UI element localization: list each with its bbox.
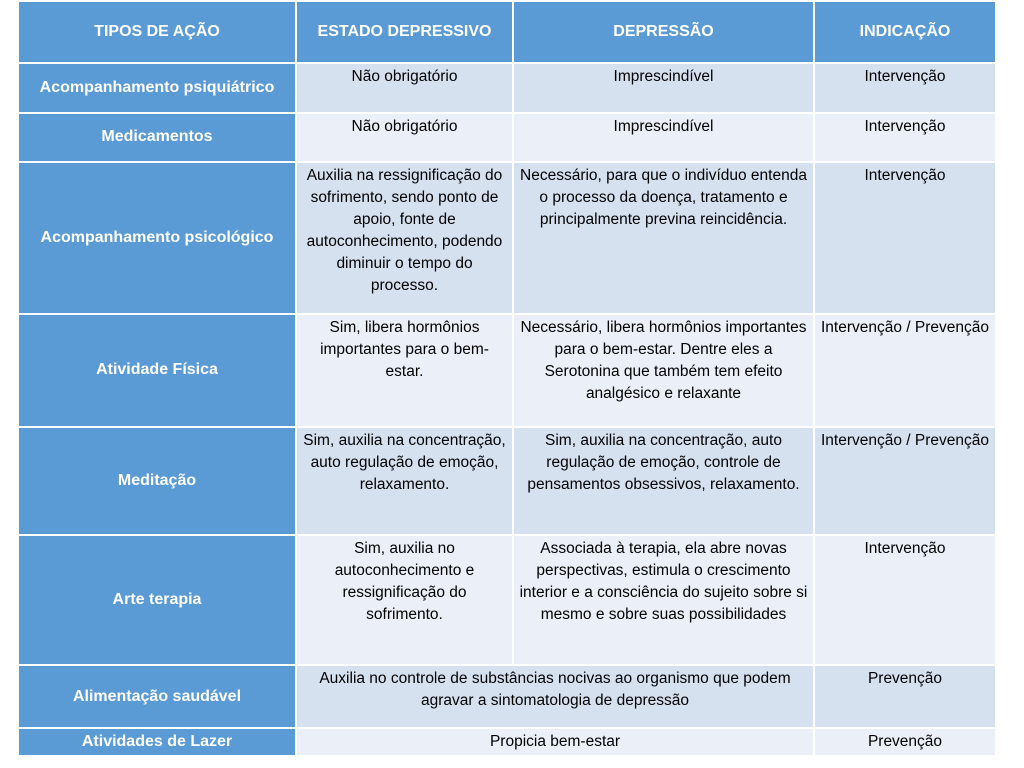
table-row (19, 114, 995, 161)
merged-description-cell: Propicia bem-estar (297, 729, 813, 755)
estado-cell: Sim, auxilia no autoconhecimento e ressignificação do sofrimento. (297, 536, 512, 665)
header-depressao: DEPRESSÃO (514, 2, 813, 62)
indicacao-cell: Intervenção / Prevenção (815, 315, 995, 426)
row-label: Medicamentos (19, 114, 295, 161)
table-row (19, 64, 995, 111)
table-row (19, 163, 995, 313)
row-label: Arte terapia (19, 536, 295, 665)
indicacao-cell: Prevenção (815, 729, 995, 755)
header-indicacao: INDICAÇÃO (815, 2, 995, 62)
header-estado-depressivo: ESTADO DEPRESSIVO (297, 2, 512, 62)
action-types-table (17, 0, 997, 757)
merged-description-cell: Auxilia no controle de substâncias nocivas ao organismo que podem agravar a sintomatologia de depressão (297, 666, 813, 726)
table-row (19, 729, 995, 755)
estado-cell: Sim, auxilia na concentração, auto regulação de emoção, relaxamento. (297, 428, 512, 534)
table-row (19, 536, 995, 665)
indicacao-cell: Intervenção (815, 114, 995, 161)
row-label: Meditação (19, 428, 295, 534)
table-header-row (19, 2, 995, 62)
row-label: Atividade Física (19, 315, 295, 426)
header-tipos: TIPOS DE AÇÃO (19, 2, 295, 62)
row-label: Alimentação saudável (19, 666, 295, 726)
estado-cell: Sim, libera hormônios importantes para o bem-estar. (297, 315, 512, 426)
row-label: Acompanhamento psicológico (19, 163, 295, 313)
table-row (19, 315, 995, 426)
depressao-cell: Sim, auxilia na concentração, auto regulação de emoção, controle de pensamentos obsessivos, relaxamento. (514, 428, 813, 534)
indicacao-cell: Intervenção (815, 536, 995, 665)
indicacao-cell: Intervenção (815, 163, 995, 313)
estado-cell: Não obrigatório (297, 64, 512, 111)
table-row (19, 666, 995, 726)
depressao-cell: Imprescindível (514, 64, 813, 111)
indicacao-cell: Intervenção / Prevenção (815, 428, 995, 534)
estado-cell: Não obrigatório (297, 114, 512, 161)
estado-cell: Auxilia na ressignificação do sofrimento, sendo ponto de apoio, fonte de autoconhecimento, podendo diminuir o tempo do processo. (297, 163, 512, 313)
depressao-cell: Necessário, para que o indivíduo entenda o processo da doença, tratamento e principalmente previna reincidência. (514, 163, 813, 313)
indicacao-cell: Prevenção (815, 666, 995, 726)
row-label: Atividades de Lazer (19, 729, 295, 755)
depressao-cell: Associada à terapia, ela abre novas perspectivas, estimula o crescimento interior e a consciência do sujeito sobre si mesmo e sobre suas possibilidades (514, 536, 813, 665)
indicacao-cell: Intervenção (815, 64, 995, 111)
depressao-cell: Imprescindível (514, 114, 813, 161)
row-label: Acompanhamento psiquiátrico (19, 64, 295, 111)
depressao-cell: Necessário, libera hormônios importantes para o bem-estar. Dentre eles a Serotonina que também tem efeito analgésico e relaxante (514, 315, 813, 426)
table-row (19, 428, 995, 534)
